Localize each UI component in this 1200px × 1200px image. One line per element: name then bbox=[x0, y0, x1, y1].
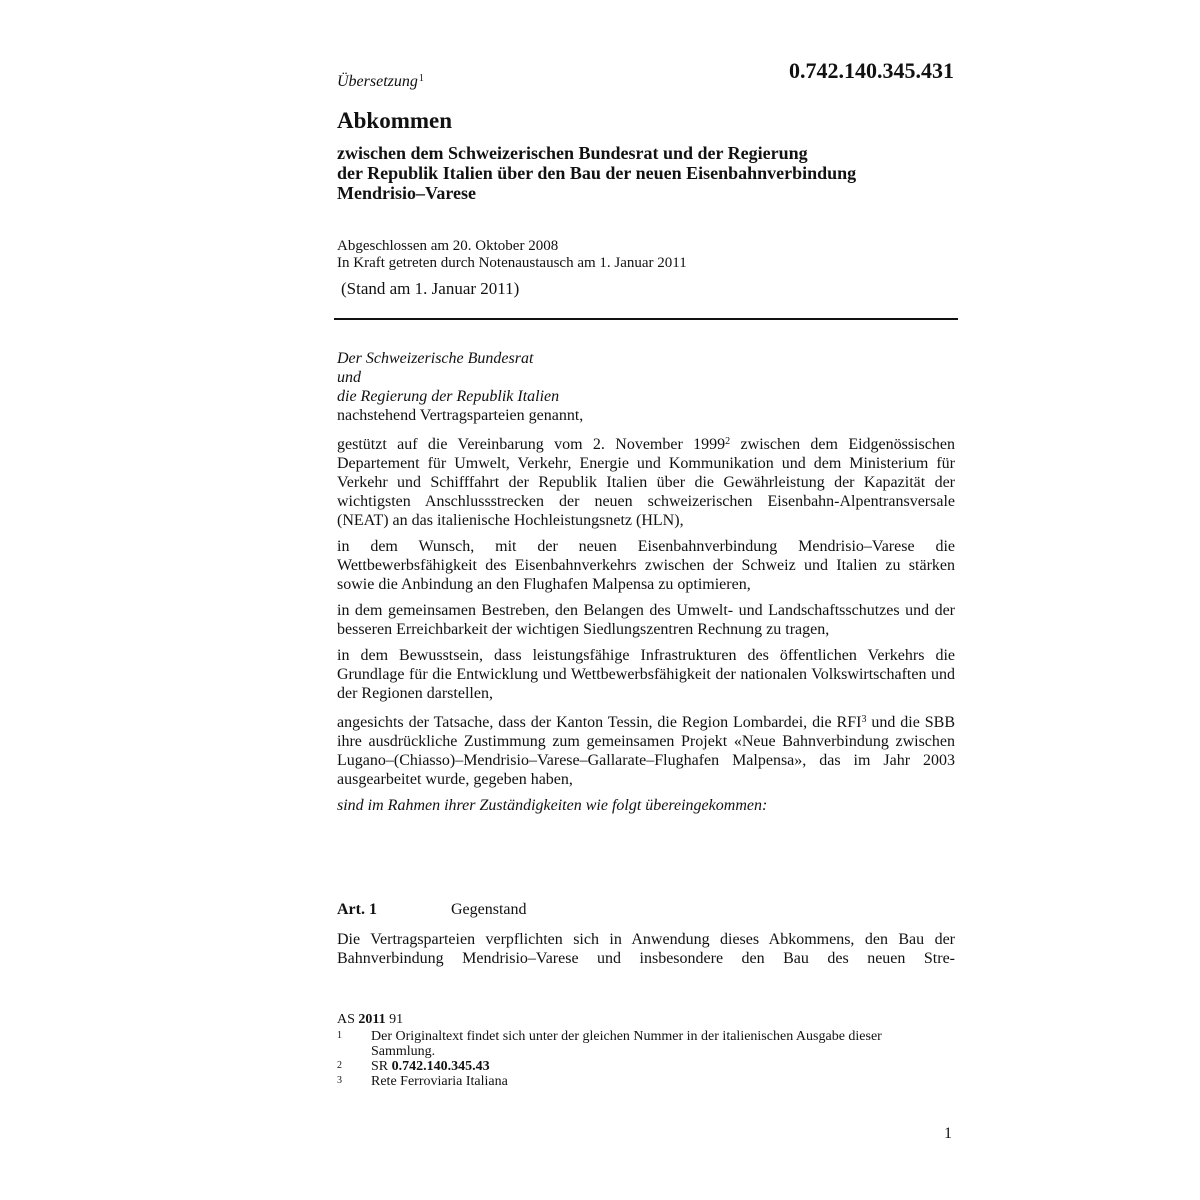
article-title: Gegenstand bbox=[451, 901, 527, 918]
preamble bbox=[337, 349, 955, 822]
footnote-number: 1 bbox=[337, 1030, 342, 1041]
page-number: 1 bbox=[944, 1125, 952, 1142]
as-reference bbox=[337, 1012, 937, 1027]
preamble-paragraph-5 bbox=[337, 710, 955, 789]
subtitle-line: der Republik Italien über den Bau der neuen Eisenbahnverbindung bbox=[337, 163, 857, 183]
paragraph-text: zwischen dem Eidgenössischen Departement für Umwelt, Verkehr, Energie und Kommunikation und dem Ministerium für Verkehr und Schifffahrt der Republik Italien über die Gewährleistung der Kapazität der wichtigsten Anschlussstrecken der neuen schweizerischen Eisenbahn-Alpentransversale (NEAT) an das italienische Hochleistungsnetz (HLN), bbox=[337, 436, 955, 529]
article-1-text: Die Vertragsparteien verpflichten sich in Anwendung dieses Abkommens, den Bau der Bahnverbindung Mendrisio–Varese und insbesondere den Bau des neuen Stre- bbox=[337, 931, 955, 967]
as-year: 2011 bbox=[358, 1012, 386, 1027]
document-meta bbox=[337, 238, 687, 272]
party-conjunction: und bbox=[337, 369, 361, 386]
footnote-ref-2: 2 bbox=[725, 436, 731, 447]
document-title: Abkommen bbox=[337, 108, 453, 133]
status-date: (Stand am 1. Januar 2011) bbox=[341, 279, 520, 298]
header-divider bbox=[334, 318, 958, 320]
preamble-closing: sind im Rahmen ihrer Zuständigkeiten wie folgt übereingekommen: bbox=[337, 797, 768, 814]
footnote-number: 2 bbox=[337, 1060, 342, 1071]
subtitle-line: Mendrisio–Varese bbox=[337, 183, 476, 203]
parties-named: nachstehend Vertragsparteien genannt, bbox=[337, 407, 584, 424]
footnote-text bbox=[371, 1059, 937, 1074]
sr-reference: 0.742.140.345.43 bbox=[391, 1059, 490, 1074]
paragraph-text: und die SBB ihre ausdrückliche Zustimmung zum gemeinsamen Projekt «Neue Bahnverbindung zwischen Lugano–(Chiasso)–Mendrisio–Varese–Gallarate–Flughafen Malpensa», das im Jahr 2003 ausgearbeitet wurde, gegeben haben, bbox=[337, 714, 955, 788]
preamble-paragraph-1 bbox=[337, 432, 955, 530]
as-prefix: AS bbox=[337, 1012, 359, 1027]
sr-number: 0.742.140.345.431 bbox=[789, 58, 954, 83]
footnote-3 bbox=[337, 1074, 937, 1089]
preamble-paragraph-4: in dem Bewusstsein, dass leistungsfähige Infrastrukturen des öffentlichen Verkehrs die Grundlage für die Entwicklung und Wettbewerbsfähigkeit der nationalen Volkswirtschaften und der Regionen darstellen, bbox=[337, 647, 955, 702]
translation-label bbox=[337, 73, 424, 91]
preamble-paragraph-2: in dem Wunsch, mit der neuen Eisenbahnverbindung Mendrisio–Varese die Wettbewerbsfähigkeit des Eisenbahnverkehrs zwischen der Schweiz und Italien zu stärken sowie die Anbindung an den Flughafen Malpensa zu optimieren, bbox=[337, 538, 955, 593]
article-1-heading bbox=[337, 901, 527, 919]
footnote-number: 3 bbox=[337, 1075, 342, 1086]
footnote-2 bbox=[337, 1059, 937, 1074]
footnotes bbox=[337, 1012, 937, 1089]
paragraph-text: angesichts der Tatsache, dass der Kanton Tessin, die Region Lombardei, die RFI bbox=[337, 714, 862, 731]
paragraph-text: gestützt auf die Vereinbarung vom 2. November 1999 bbox=[337, 436, 726, 453]
as-page: 91 bbox=[385, 1012, 404, 1027]
footnote-text: Rete Ferroviaria Italiana bbox=[371, 1074, 508, 1089]
article-label: Art. 1 bbox=[337, 901, 377, 918]
footnote-1 bbox=[337, 1029, 937, 1059]
subtitle-line: zwischen dem Schweizerischen Bundesrat und der Regierung bbox=[337, 143, 808, 163]
footnote-ref-3: 3 bbox=[861, 714, 867, 725]
footnote-ref-1: 1 bbox=[418, 73, 424, 84]
party-1: Der Schweizerische Bundesrat bbox=[337, 350, 534, 367]
in-force-date: In Kraft getreten durch Notenaustausch am 1. Januar 2011 bbox=[337, 255, 687, 271]
concluded-date: Abgeschlossen am 20. Oktober 2008 bbox=[337, 238, 559, 254]
party-2: die Regierung der Republik Italien bbox=[337, 388, 560, 405]
preamble-paragraph-3: in dem gemeinsamen Bestreben, den Belangen des Umwelt- und Landschaftsschutzes und der besseren Erreichbarkeit der wichtigen Siedlungszentren Rechnung zu tragen, bbox=[337, 602, 955, 638]
document-subtitle bbox=[337, 143, 967, 203]
footnote-text: Der Originaltext findet sich unter der gleichen Nummer in der italienischen Ausgabe dieser Sammlung. bbox=[371, 1029, 882, 1059]
translation-text: Übersetzung bbox=[337, 73, 418, 90]
sr-prefix: SR bbox=[371, 1059, 392, 1074]
